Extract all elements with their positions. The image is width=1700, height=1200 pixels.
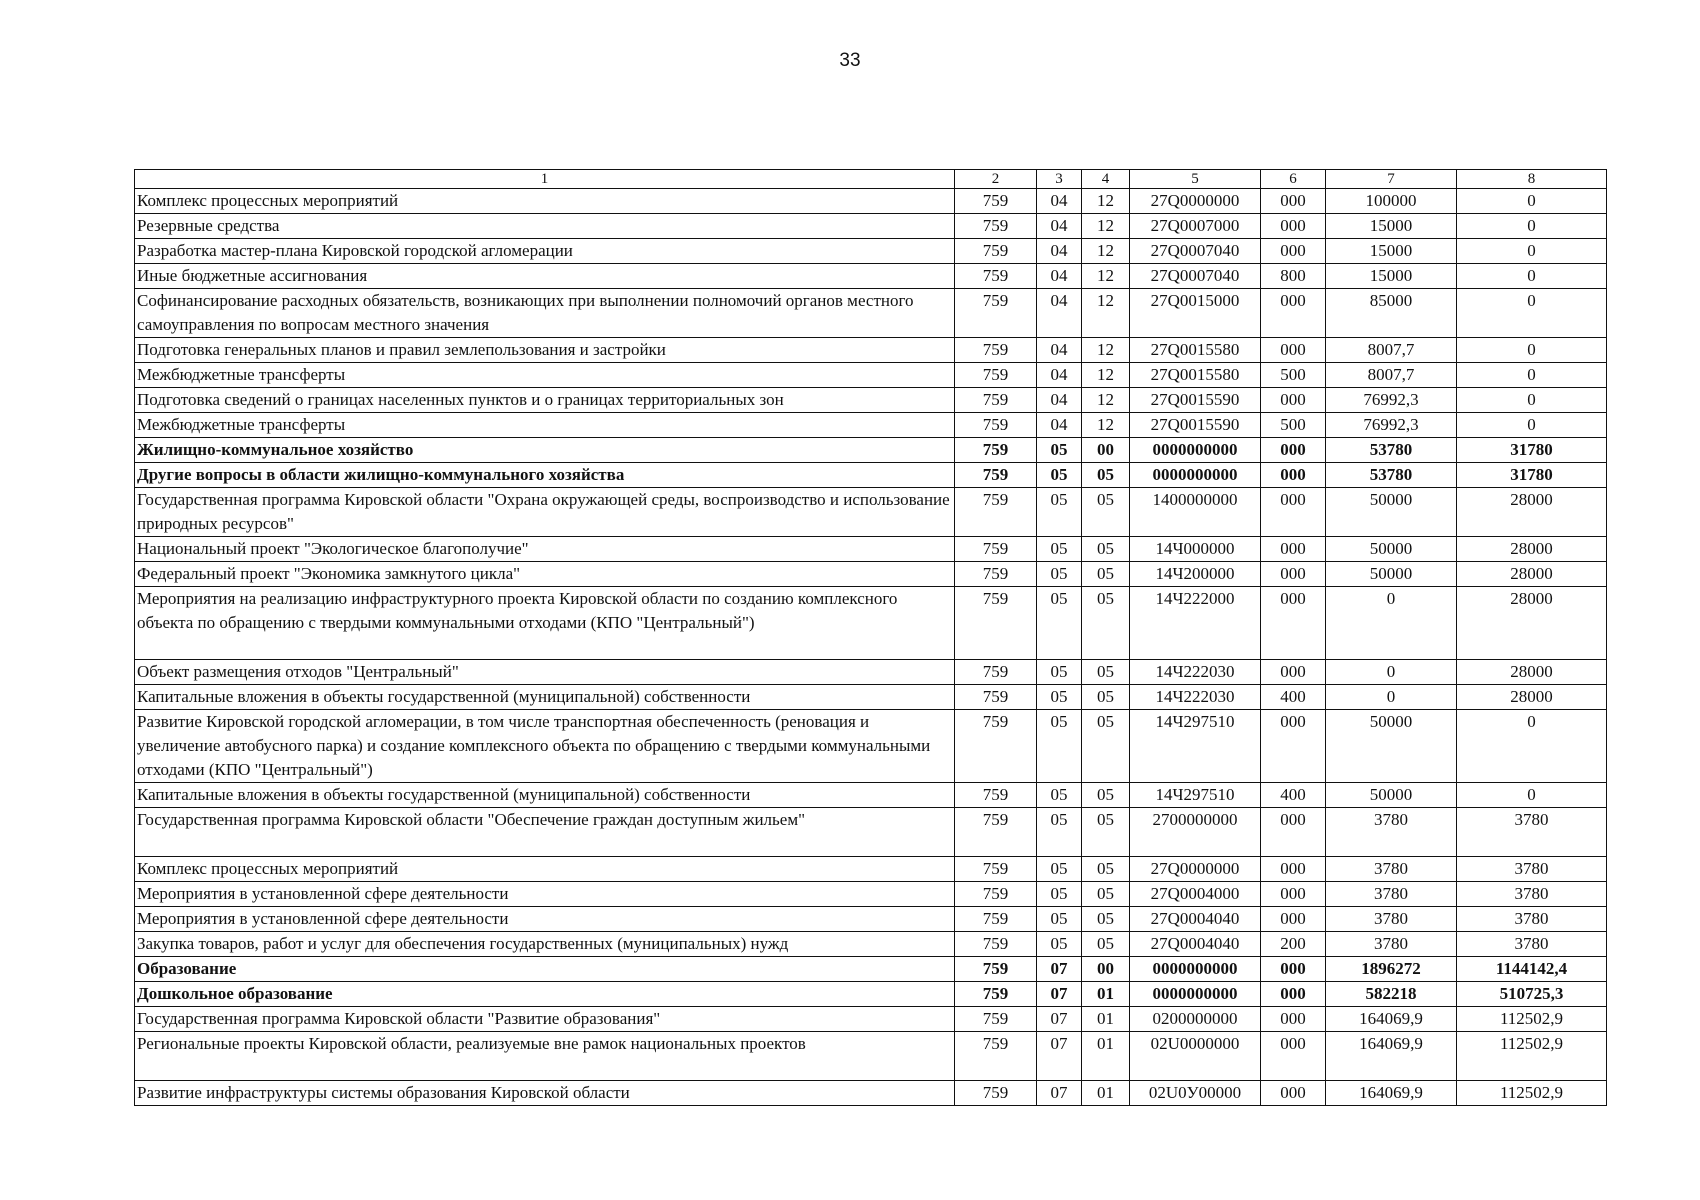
table-row bbox=[135, 808, 1607, 857]
amount-col8-cell: 3780 bbox=[1457, 857, 1607, 882]
amount-col8-cell: 28000 bbox=[1457, 488, 1607, 537]
subsection-cell: 05 bbox=[1082, 587, 1130, 660]
expense-type-cell: 000 bbox=[1261, 562, 1326, 587]
row-name-cell: Государственная программа Кировской области "Развитие образования" bbox=[135, 1007, 955, 1032]
table-row bbox=[135, 857, 1607, 882]
amount-col8-cell: 31780 bbox=[1457, 463, 1607, 488]
header-cell: 7 bbox=[1326, 170, 1457, 189]
row-name-cell: Закупка товаров, работ и услуг для обеспечения государственных (муниципальных) нужд bbox=[135, 932, 955, 957]
subsection-cell: 00 bbox=[1082, 438, 1130, 463]
expense-type-cell: 000 bbox=[1261, 857, 1326, 882]
amount-col8-cell: 0 bbox=[1457, 783, 1607, 808]
header-row bbox=[135, 170, 1607, 189]
expense-type-cell: 000 bbox=[1261, 808, 1326, 857]
target-article-cell: 27Q0015590 bbox=[1130, 413, 1261, 438]
section-cell: 05 bbox=[1037, 710, 1082, 783]
expense-type-cell: 000 bbox=[1261, 289, 1326, 338]
subsection-cell: 12 bbox=[1082, 338, 1130, 363]
header-cell: 1 bbox=[135, 170, 955, 189]
row-name-cell: Развитие Кировской городской агломерации, в том числе транспортная обеспеченность (реновация и увеличение автобусного парка) и создание комплексного объекта по обращению с твердыми коммунальными отходами (КПО "Центральный") bbox=[135, 710, 955, 783]
table-row bbox=[135, 710, 1607, 783]
expense-type-cell: 000 bbox=[1261, 537, 1326, 562]
subsection-cell: 05 bbox=[1082, 857, 1130, 882]
row-name-cell: Другие вопросы в области жилищно-коммунального хозяйства bbox=[135, 463, 955, 488]
table-row bbox=[135, 438, 1607, 463]
section-cell: 05 bbox=[1037, 808, 1082, 857]
target-article-cell: 14Ч222000 bbox=[1130, 587, 1261, 660]
target-article-cell: 27Q0007000 bbox=[1130, 214, 1261, 239]
subsection-cell: 05 bbox=[1082, 808, 1130, 857]
amount-col8-cell: 0 bbox=[1457, 388, 1607, 413]
target-article-cell: 1400000000 bbox=[1130, 488, 1261, 537]
section-cell: 04 bbox=[1037, 189, 1082, 214]
section-cell: 07 bbox=[1037, 1032, 1082, 1081]
table-row bbox=[135, 1032, 1607, 1081]
target-article-cell: 27Q0004040 bbox=[1130, 932, 1261, 957]
code-cell: 759 bbox=[955, 239, 1037, 264]
section-cell: 04 bbox=[1037, 338, 1082, 363]
row-name-cell: Образование bbox=[135, 957, 955, 982]
section-cell: 05 bbox=[1037, 857, 1082, 882]
row-name-cell: Резервные средства bbox=[135, 214, 955, 239]
target-article-cell: 27Q0015580 bbox=[1130, 363, 1261, 388]
section-cell: 05 bbox=[1037, 587, 1082, 660]
code-cell: 759 bbox=[955, 685, 1037, 710]
code-cell: 759 bbox=[955, 1007, 1037, 1032]
amount-col8-cell: 28000 bbox=[1457, 660, 1607, 685]
table-row bbox=[135, 907, 1607, 932]
amount-col7-cell: 164069,9 bbox=[1326, 1032, 1457, 1081]
subsection-cell: 12 bbox=[1082, 189, 1130, 214]
subsection-cell: 00 bbox=[1082, 957, 1130, 982]
row-name-cell: Жилищно-коммунальное хозяйство bbox=[135, 438, 955, 463]
table-row bbox=[135, 783, 1607, 808]
code-cell: 759 bbox=[955, 932, 1037, 957]
code-cell: 759 bbox=[955, 660, 1037, 685]
header-cell: 8 bbox=[1457, 170, 1607, 189]
target-article-cell: 27Q0004000 bbox=[1130, 882, 1261, 907]
expense-type-cell: 500 bbox=[1261, 413, 1326, 438]
section-cell: 05 bbox=[1037, 685, 1082, 710]
expense-type-cell: 200 bbox=[1261, 932, 1326, 957]
section-cell: 05 bbox=[1037, 783, 1082, 808]
subsection-cell: 05 bbox=[1082, 463, 1130, 488]
expense-type-cell: 000 bbox=[1261, 587, 1326, 660]
code-cell: 759 bbox=[955, 710, 1037, 783]
table-row bbox=[135, 685, 1607, 710]
row-name-cell: Государственная программа Кировской области "Охрана окружающей среды, воспроизводство и использование природных ресурсов" bbox=[135, 488, 955, 537]
amount-col7-cell: 15000 bbox=[1326, 239, 1457, 264]
header-cell: 6 bbox=[1261, 170, 1326, 189]
subsection-cell: 12 bbox=[1082, 264, 1130, 289]
expense-type-cell: 000 bbox=[1261, 438, 1326, 463]
expense-type-cell: 000 bbox=[1261, 338, 1326, 363]
subsection-cell: 12 bbox=[1082, 239, 1130, 264]
target-article-cell: 0000000000 bbox=[1130, 438, 1261, 463]
expense-type-cell: 400 bbox=[1261, 685, 1326, 710]
amount-col8-cell: 0 bbox=[1457, 189, 1607, 214]
table-row bbox=[135, 537, 1607, 562]
target-article-cell: 02U0000000 bbox=[1130, 1032, 1261, 1081]
target-article-cell: 14Ч222030 bbox=[1130, 685, 1261, 710]
expense-type-cell: 000 bbox=[1261, 1007, 1326, 1032]
section-cell: 07 bbox=[1037, 1081, 1082, 1106]
subsection-cell: 05 bbox=[1082, 932, 1130, 957]
expense-type-cell: 000 bbox=[1261, 882, 1326, 907]
table-row bbox=[135, 463, 1607, 488]
amount-col8-cell: 28000 bbox=[1457, 685, 1607, 710]
target-article-cell: 27Q0007040 bbox=[1130, 264, 1261, 289]
section-cell: 05 bbox=[1037, 488, 1082, 537]
target-article-cell: 14Ч297510 bbox=[1130, 710, 1261, 783]
section-cell: 05 bbox=[1037, 438, 1082, 463]
row-name-cell: Мероприятия в установленной сфере деятельности bbox=[135, 882, 955, 907]
table-row bbox=[135, 413, 1607, 438]
expense-type-cell: 000 bbox=[1261, 463, 1326, 488]
amount-col8-cell: 3780 bbox=[1457, 907, 1607, 932]
subsection-cell: 05 bbox=[1082, 660, 1130, 685]
amount-col7-cell: 76992,3 bbox=[1326, 388, 1457, 413]
amount-col7-cell: 0 bbox=[1326, 587, 1457, 660]
table-row bbox=[135, 957, 1607, 982]
section-cell: 04 bbox=[1037, 388, 1082, 413]
target-article-cell: 14Ч200000 bbox=[1130, 562, 1261, 587]
amount-col7-cell: 50000 bbox=[1326, 488, 1457, 537]
amount-col8-cell: 0 bbox=[1457, 214, 1607, 239]
section-cell: 05 bbox=[1037, 882, 1082, 907]
code-cell: 759 bbox=[955, 857, 1037, 882]
row-name-cell: Капитальные вложения в объекты государственной (муниципальной) собственности bbox=[135, 685, 955, 710]
section-cell: 07 bbox=[1037, 982, 1082, 1007]
budget-table bbox=[134, 169, 1607, 1106]
expense-type-cell: 000 bbox=[1261, 388, 1326, 413]
row-name-cell: Капитальные вложения в объекты государственной (муниципальной) собственности bbox=[135, 783, 955, 808]
target-article-cell: 0000000000 bbox=[1130, 982, 1261, 1007]
row-name-cell: Софинансирование расходных обязательств, возникающих при выполнении полномочий органов местного самоуправления по вопросам местного значения bbox=[135, 289, 955, 338]
section-cell: 07 bbox=[1037, 957, 1082, 982]
subsection-cell: 12 bbox=[1082, 214, 1130, 239]
subsection-cell: 01 bbox=[1082, 1081, 1130, 1106]
code-cell: 759 bbox=[955, 587, 1037, 660]
amount-col7-cell: 8007,7 bbox=[1326, 363, 1457, 388]
subsection-cell: 05 bbox=[1082, 907, 1130, 932]
row-name-cell: Межбюджетные трансферты bbox=[135, 413, 955, 438]
subsection-cell: 01 bbox=[1082, 1032, 1130, 1081]
target-article-cell: 27Q0000000 bbox=[1130, 857, 1261, 882]
expense-type-cell: 000 bbox=[1261, 239, 1326, 264]
amount-col7-cell: 85000 bbox=[1326, 289, 1457, 338]
subsection-cell: 05 bbox=[1082, 685, 1130, 710]
amount-col8-cell: 0 bbox=[1457, 710, 1607, 783]
subsection-cell: 01 bbox=[1082, 982, 1130, 1007]
code-cell: 759 bbox=[955, 363, 1037, 388]
table-row bbox=[135, 587, 1607, 660]
section-cell: 05 bbox=[1037, 660, 1082, 685]
row-name-cell: Государственная программа Кировской области "Обеспечение граждан доступным жильем" bbox=[135, 808, 955, 857]
code-cell: 759 bbox=[955, 1032, 1037, 1081]
table-row bbox=[135, 882, 1607, 907]
row-name-cell: Федеральный проект "Экономика замкнутого цикла" bbox=[135, 562, 955, 587]
section-cell: 05 bbox=[1037, 537, 1082, 562]
target-article-cell: 27Q0000000 bbox=[1130, 189, 1261, 214]
row-name-cell: Мероприятия на реализацию инфраструктурного проекта Кировской области по созданию комплексного объекта по обращению с твердыми коммунальными отходами (КПО "Центральный") bbox=[135, 587, 955, 660]
amount-col8-cell: 28000 bbox=[1457, 537, 1607, 562]
section-cell: 05 bbox=[1037, 463, 1082, 488]
table-row bbox=[135, 189, 1607, 214]
target-article-cell: 14Ч297510 bbox=[1130, 783, 1261, 808]
row-name-cell: Мероприятия в установленной сфере деятельности bbox=[135, 907, 955, 932]
amount-col7-cell: 8007,7 bbox=[1326, 338, 1457, 363]
amount-col7-cell: 100000 bbox=[1326, 189, 1457, 214]
section-cell: 04 bbox=[1037, 363, 1082, 388]
row-name-cell: Дошкольное образование bbox=[135, 982, 955, 1007]
subsection-cell: 12 bbox=[1082, 363, 1130, 388]
header-cell: 4 bbox=[1082, 170, 1130, 189]
target-article-cell: 14Ч222030 bbox=[1130, 660, 1261, 685]
subsection-cell: 12 bbox=[1082, 413, 1130, 438]
code-cell: 759 bbox=[955, 783, 1037, 808]
code-cell: 759 bbox=[955, 907, 1037, 932]
expense-type-cell: 500 bbox=[1261, 363, 1326, 388]
subsection-cell: 05 bbox=[1082, 562, 1130, 587]
row-name-cell: Комплекс процессных мероприятий bbox=[135, 189, 955, 214]
expense-type-cell: 000 bbox=[1261, 1081, 1326, 1106]
expense-type-cell: 000 bbox=[1261, 488, 1326, 537]
amount-col8-cell: 3780 bbox=[1457, 882, 1607, 907]
target-article-cell: 2700000000 bbox=[1130, 808, 1261, 857]
table-row bbox=[135, 1007, 1607, 1032]
code-cell: 759 bbox=[955, 438, 1037, 463]
amount-col7-cell: 15000 bbox=[1326, 214, 1457, 239]
amount-col7-cell: 76992,3 bbox=[1326, 413, 1457, 438]
row-name-cell: Разработка мастер-плана Кировской городской агломерации bbox=[135, 239, 955, 264]
amount-col8-cell: 3780 bbox=[1457, 932, 1607, 957]
section-cell: 04 bbox=[1037, 214, 1082, 239]
table-body bbox=[135, 189, 1607, 1106]
table-row bbox=[135, 338, 1607, 363]
table-row bbox=[135, 1081, 1607, 1106]
amount-col8-cell: 510725,3 bbox=[1457, 982, 1607, 1007]
amount-col8-cell: 112502,9 bbox=[1457, 1081, 1607, 1106]
amount-col8-cell: 0 bbox=[1457, 363, 1607, 388]
code-cell: 759 bbox=[955, 338, 1037, 363]
target-article-cell: 27Q0007040 bbox=[1130, 239, 1261, 264]
amount-col8-cell: 0 bbox=[1457, 413, 1607, 438]
section-cell: 04 bbox=[1037, 289, 1082, 338]
code-cell: 759 bbox=[955, 882, 1037, 907]
row-name-cell: Иные бюджетные ассигнования bbox=[135, 264, 955, 289]
subsection-cell: 05 bbox=[1082, 783, 1130, 808]
subsection-cell: 05 bbox=[1082, 488, 1130, 537]
table-row bbox=[135, 289, 1607, 338]
code-cell: 759 bbox=[955, 289, 1037, 338]
expense-type-cell: 000 bbox=[1261, 214, 1326, 239]
page-number: 33 bbox=[839, 50, 861, 71]
code-cell: 759 bbox=[955, 463, 1037, 488]
amount-col7-cell: 3780 bbox=[1326, 932, 1457, 957]
row-name-cell: Комплекс процессных мероприятий bbox=[135, 857, 955, 882]
amount-col7-cell: 53780 bbox=[1326, 463, 1457, 488]
target-article-cell: 14Ч000000 bbox=[1130, 537, 1261, 562]
row-name-cell: Национальный проект "Экологическое благополучие" bbox=[135, 537, 955, 562]
expense-type-cell: 000 bbox=[1261, 189, 1326, 214]
target-article-cell: 27Q0015590 bbox=[1130, 388, 1261, 413]
header-cell: 5 bbox=[1130, 170, 1261, 189]
target-article-cell: 27Q0015000 bbox=[1130, 289, 1261, 338]
amount-col7-cell: 0 bbox=[1326, 685, 1457, 710]
target-article-cell: 02U0У00000 bbox=[1130, 1081, 1261, 1106]
table-row bbox=[135, 214, 1607, 239]
amount-col7-cell: 0 bbox=[1326, 660, 1457, 685]
table-row bbox=[135, 264, 1607, 289]
amount-col7-cell: 1896272 bbox=[1326, 957, 1457, 982]
amount-col8-cell: 0 bbox=[1457, 289, 1607, 338]
code-cell: 759 bbox=[955, 488, 1037, 537]
code-cell: 759 bbox=[955, 957, 1037, 982]
code-cell: 759 bbox=[955, 808, 1037, 857]
subsection-cell: 05 bbox=[1082, 882, 1130, 907]
code-cell: 759 bbox=[955, 189, 1037, 214]
target-article-cell: 0000000000 bbox=[1130, 957, 1261, 982]
section-cell: 05 bbox=[1037, 932, 1082, 957]
expense-type-cell: 400 bbox=[1261, 783, 1326, 808]
row-name-cell: Подготовка сведений о границах населенных пунктов и о границах территориальных зон bbox=[135, 388, 955, 413]
expense-type-cell: 000 bbox=[1261, 907, 1326, 932]
section-cell: 04 bbox=[1037, 413, 1082, 438]
amount-col8-cell: 1144142,4 bbox=[1457, 957, 1607, 982]
expense-type-cell: 000 bbox=[1261, 1032, 1326, 1081]
amount-col7-cell: 164069,9 bbox=[1326, 1081, 1457, 1106]
table-row bbox=[135, 363, 1607, 388]
code-cell: 759 bbox=[955, 982, 1037, 1007]
table-row bbox=[135, 932, 1607, 957]
amount-col8-cell: 0 bbox=[1457, 264, 1607, 289]
table-row bbox=[135, 488, 1607, 537]
amount-col7-cell: 3780 bbox=[1326, 907, 1457, 932]
amount-col8-cell: 31780 bbox=[1457, 438, 1607, 463]
table-row bbox=[135, 982, 1607, 1007]
code-cell: 759 bbox=[955, 388, 1037, 413]
target-article-cell: 0000000000 bbox=[1130, 463, 1261, 488]
amount-col8-cell: 112502,9 bbox=[1457, 1007, 1607, 1032]
amount-col8-cell: 0 bbox=[1457, 239, 1607, 264]
amount-col7-cell: 50000 bbox=[1326, 562, 1457, 587]
row-name-cell: Региональные проекты Кировской области, реализуемые вне рамок национальных проектов bbox=[135, 1032, 955, 1081]
amount-col7-cell: 15000 bbox=[1326, 264, 1457, 289]
expense-type-cell: 000 bbox=[1261, 710, 1326, 783]
section-cell: 07 bbox=[1037, 1007, 1082, 1032]
amount-col7-cell: 164069,9 bbox=[1326, 1007, 1457, 1032]
table-row bbox=[135, 388, 1607, 413]
amount-col8-cell: 112502,9 bbox=[1457, 1032, 1607, 1081]
amount-col8-cell: 3780 bbox=[1457, 808, 1607, 857]
code-cell: 759 bbox=[955, 1081, 1037, 1106]
code-cell: 759 bbox=[955, 413, 1037, 438]
target-article-cell: 0200000000 bbox=[1130, 1007, 1261, 1032]
section-cell: 04 bbox=[1037, 264, 1082, 289]
row-name-cell: Межбюджетные трансферты bbox=[135, 363, 955, 388]
table-row bbox=[135, 239, 1607, 264]
expense-type-cell: 000 bbox=[1261, 957, 1326, 982]
expense-type-cell: 000 bbox=[1261, 982, 1326, 1007]
amount-col7-cell: 582218 bbox=[1326, 982, 1457, 1007]
amount-col8-cell: 0 bbox=[1457, 338, 1607, 363]
table-row bbox=[135, 660, 1607, 685]
header-cell: 2 bbox=[955, 170, 1037, 189]
code-cell: 759 bbox=[955, 214, 1037, 239]
target-article-cell: 27Q0015580 bbox=[1130, 338, 1261, 363]
subsection-cell: 05 bbox=[1082, 537, 1130, 562]
subsection-cell: 12 bbox=[1082, 289, 1130, 338]
subsection-cell: 05 bbox=[1082, 710, 1130, 783]
amount-col8-cell: 28000 bbox=[1457, 587, 1607, 660]
table-row bbox=[135, 562, 1607, 587]
section-cell: 05 bbox=[1037, 907, 1082, 932]
row-name-cell: Развитие инфраструктуры системы образования Кировской области bbox=[135, 1081, 955, 1106]
section-cell: 05 bbox=[1037, 562, 1082, 587]
amount-col7-cell: 53780 bbox=[1326, 438, 1457, 463]
header-cell: 3 bbox=[1037, 170, 1082, 189]
amount-col7-cell: 50000 bbox=[1326, 783, 1457, 808]
amount-col7-cell: 50000 bbox=[1326, 537, 1457, 562]
expense-type-cell: 800 bbox=[1261, 264, 1326, 289]
amount-col7-cell: 50000 bbox=[1326, 710, 1457, 783]
amount-col7-cell: 3780 bbox=[1326, 808, 1457, 857]
amount-col7-cell: 3780 bbox=[1326, 857, 1457, 882]
subsection-cell: 01 bbox=[1082, 1007, 1130, 1032]
section-cell: 04 bbox=[1037, 239, 1082, 264]
target-article-cell: 27Q0004040 bbox=[1130, 907, 1261, 932]
code-cell: 759 bbox=[955, 562, 1037, 587]
expense-type-cell: 000 bbox=[1261, 660, 1326, 685]
subsection-cell: 12 bbox=[1082, 388, 1130, 413]
amount-col7-cell: 3780 bbox=[1326, 882, 1457, 907]
code-cell: 759 bbox=[955, 537, 1037, 562]
code-cell: 759 bbox=[955, 264, 1037, 289]
row-name-cell: Подготовка генеральных планов и правил землепользования и застройки bbox=[135, 338, 955, 363]
row-name-cell: Объект размещения отходов "Центральный" bbox=[135, 660, 955, 685]
amount-col8-cell: 28000 bbox=[1457, 562, 1607, 587]
